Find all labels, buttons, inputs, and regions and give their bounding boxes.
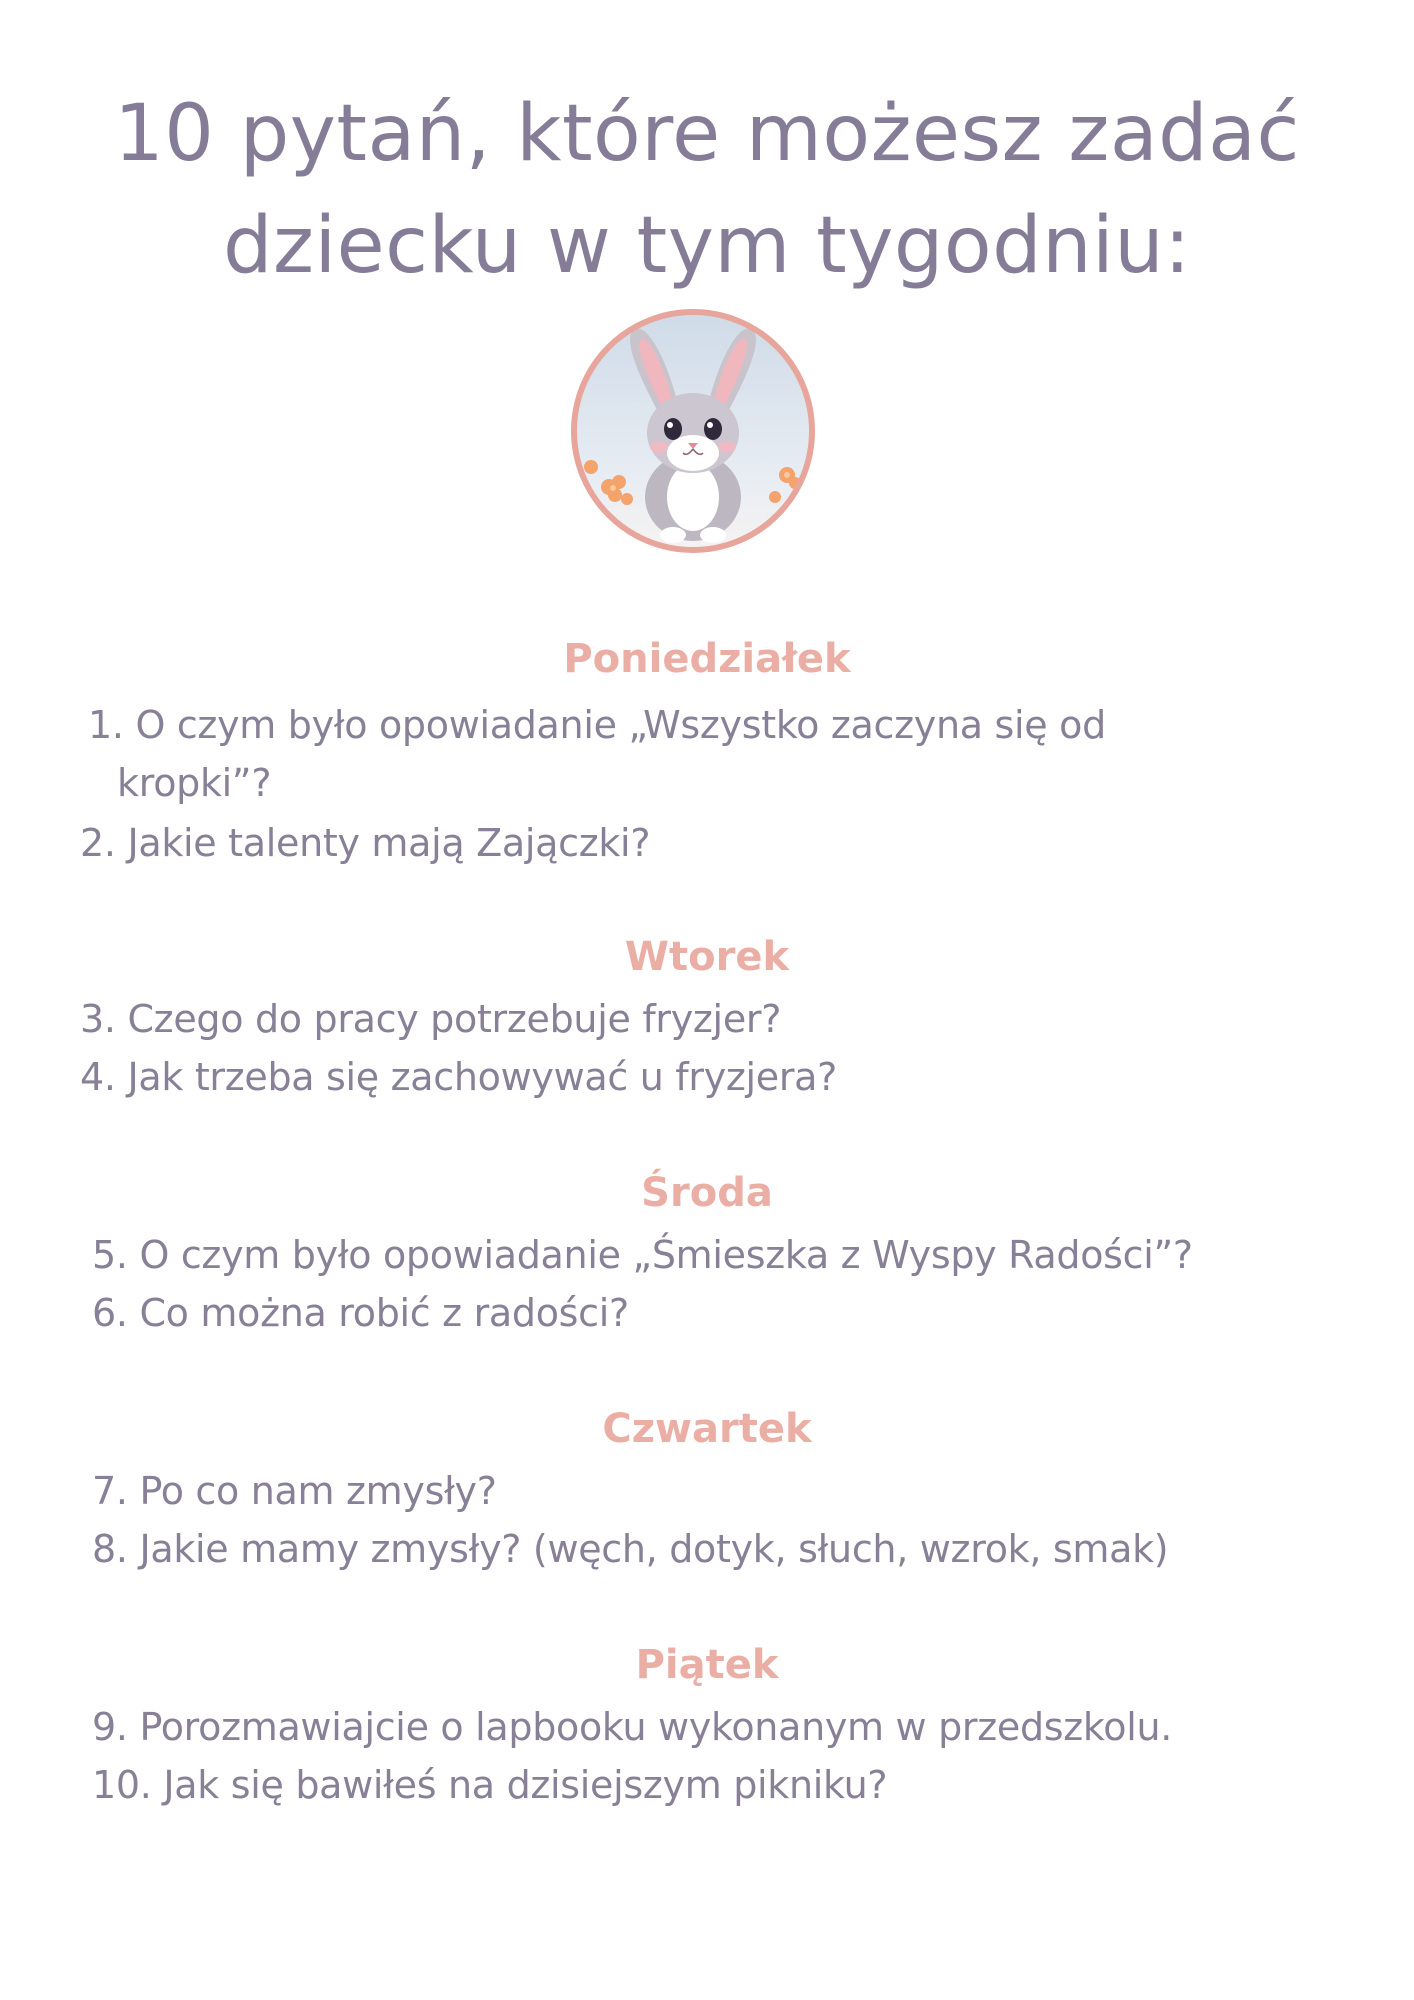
question-text: O czym było opowiadanie „Śmieszka z Wyspy Radości”? <box>139 1233 1193 1277</box>
question-8 <box>92 1520 1168 1578</box>
page-title-line-1: 10 pytań, które możesz zadać <box>114 89 1300 179</box>
question-text: Jak się bawiłeś na dzisiejszym pikniku? <box>163 1763 888 1807</box>
question-number: 7. <box>92 1469 128 1513</box>
question-number: 5. <box>92 1233 128 1277</box>
question-1 <box>88 696 1106 754</box>
day-heading-piatek: Piątek <box>635 1642 779 1688</box>
day-heading-sroda: Środa <box>641 1170 773 1216</box>
bunny-icon <box>569 307 817 555</box>
question-7 <box>92 1462 497 1520</box>
day-heading-czwartek: Czwartek <box>602 1406 812 1452</box>
question-3 <box>80 990 781 1048</box>
question-6 <box>92 1284 629 1342</box>
question-text: Po co nam zmysły? <box>139 1469 497 1513</box>
question-number: 2. <box>80 821 116 865</box>
day-heading-poniedzialek: Poniedziałek <box>563 636 851 682</box>
day-heading-wtorek: Wtorek <box>624 934 790 980</box>
question-2 <box>80 814 650 872</box>
question-4 <box>80 1048 837 1106</box>
question-text: Porozmawiajcie o lapbooku wykonanym w przedszkolu. <box>139 1705 1173 1749</box>
question-number: 8. <box>92 1527 128 1571</box>
question-number: 1. <box>88 703 124 747</box>
question-number: 4. <box>80 1055 116 1099</box>
question-number: 6. <box>92 1291 128 1335</box>
question-text: Jak trzeba się zachowywać u fryzjera? <box>127 1055 838 1099</box>
question-text: Czego do pracy potrzebuje fryzjer? <box>127 997 782 1041</box>
question-text: Jakie mamy zmysły? (węch, dotyk, słuch, wzrok, smak) <box>139 1527 1169 1571</box>
question-text: O czym było opowiadanie „Wszystko zaczyna się od <box>135 703 1106 747</box>
question-number: 10. <box>92 1763 152 1807</box>
question-5 <box>92 1226 1193 1284</box>
question-text: Co można robić z radości? <box>139 1291 629 1335</box>
page-title <box>0 78 1414 302</box>
page-title-line-2: dziecku w tym tygodniu: <box>223 201 1191 291</box>
question-9 <box>92 1698 1172 1756</box>
question-1-continuation: kropki”? <box>117 761 272 805</box>
question-10 <box>92 1756 887 1814</box>
question-number: 9. <box>92 1705 128 1749</box>
question-number: 3. <box>80 997 116 1041</box>
question-text: Jakie talenty mają Zajączki? <box>127 821 651 865</box>
